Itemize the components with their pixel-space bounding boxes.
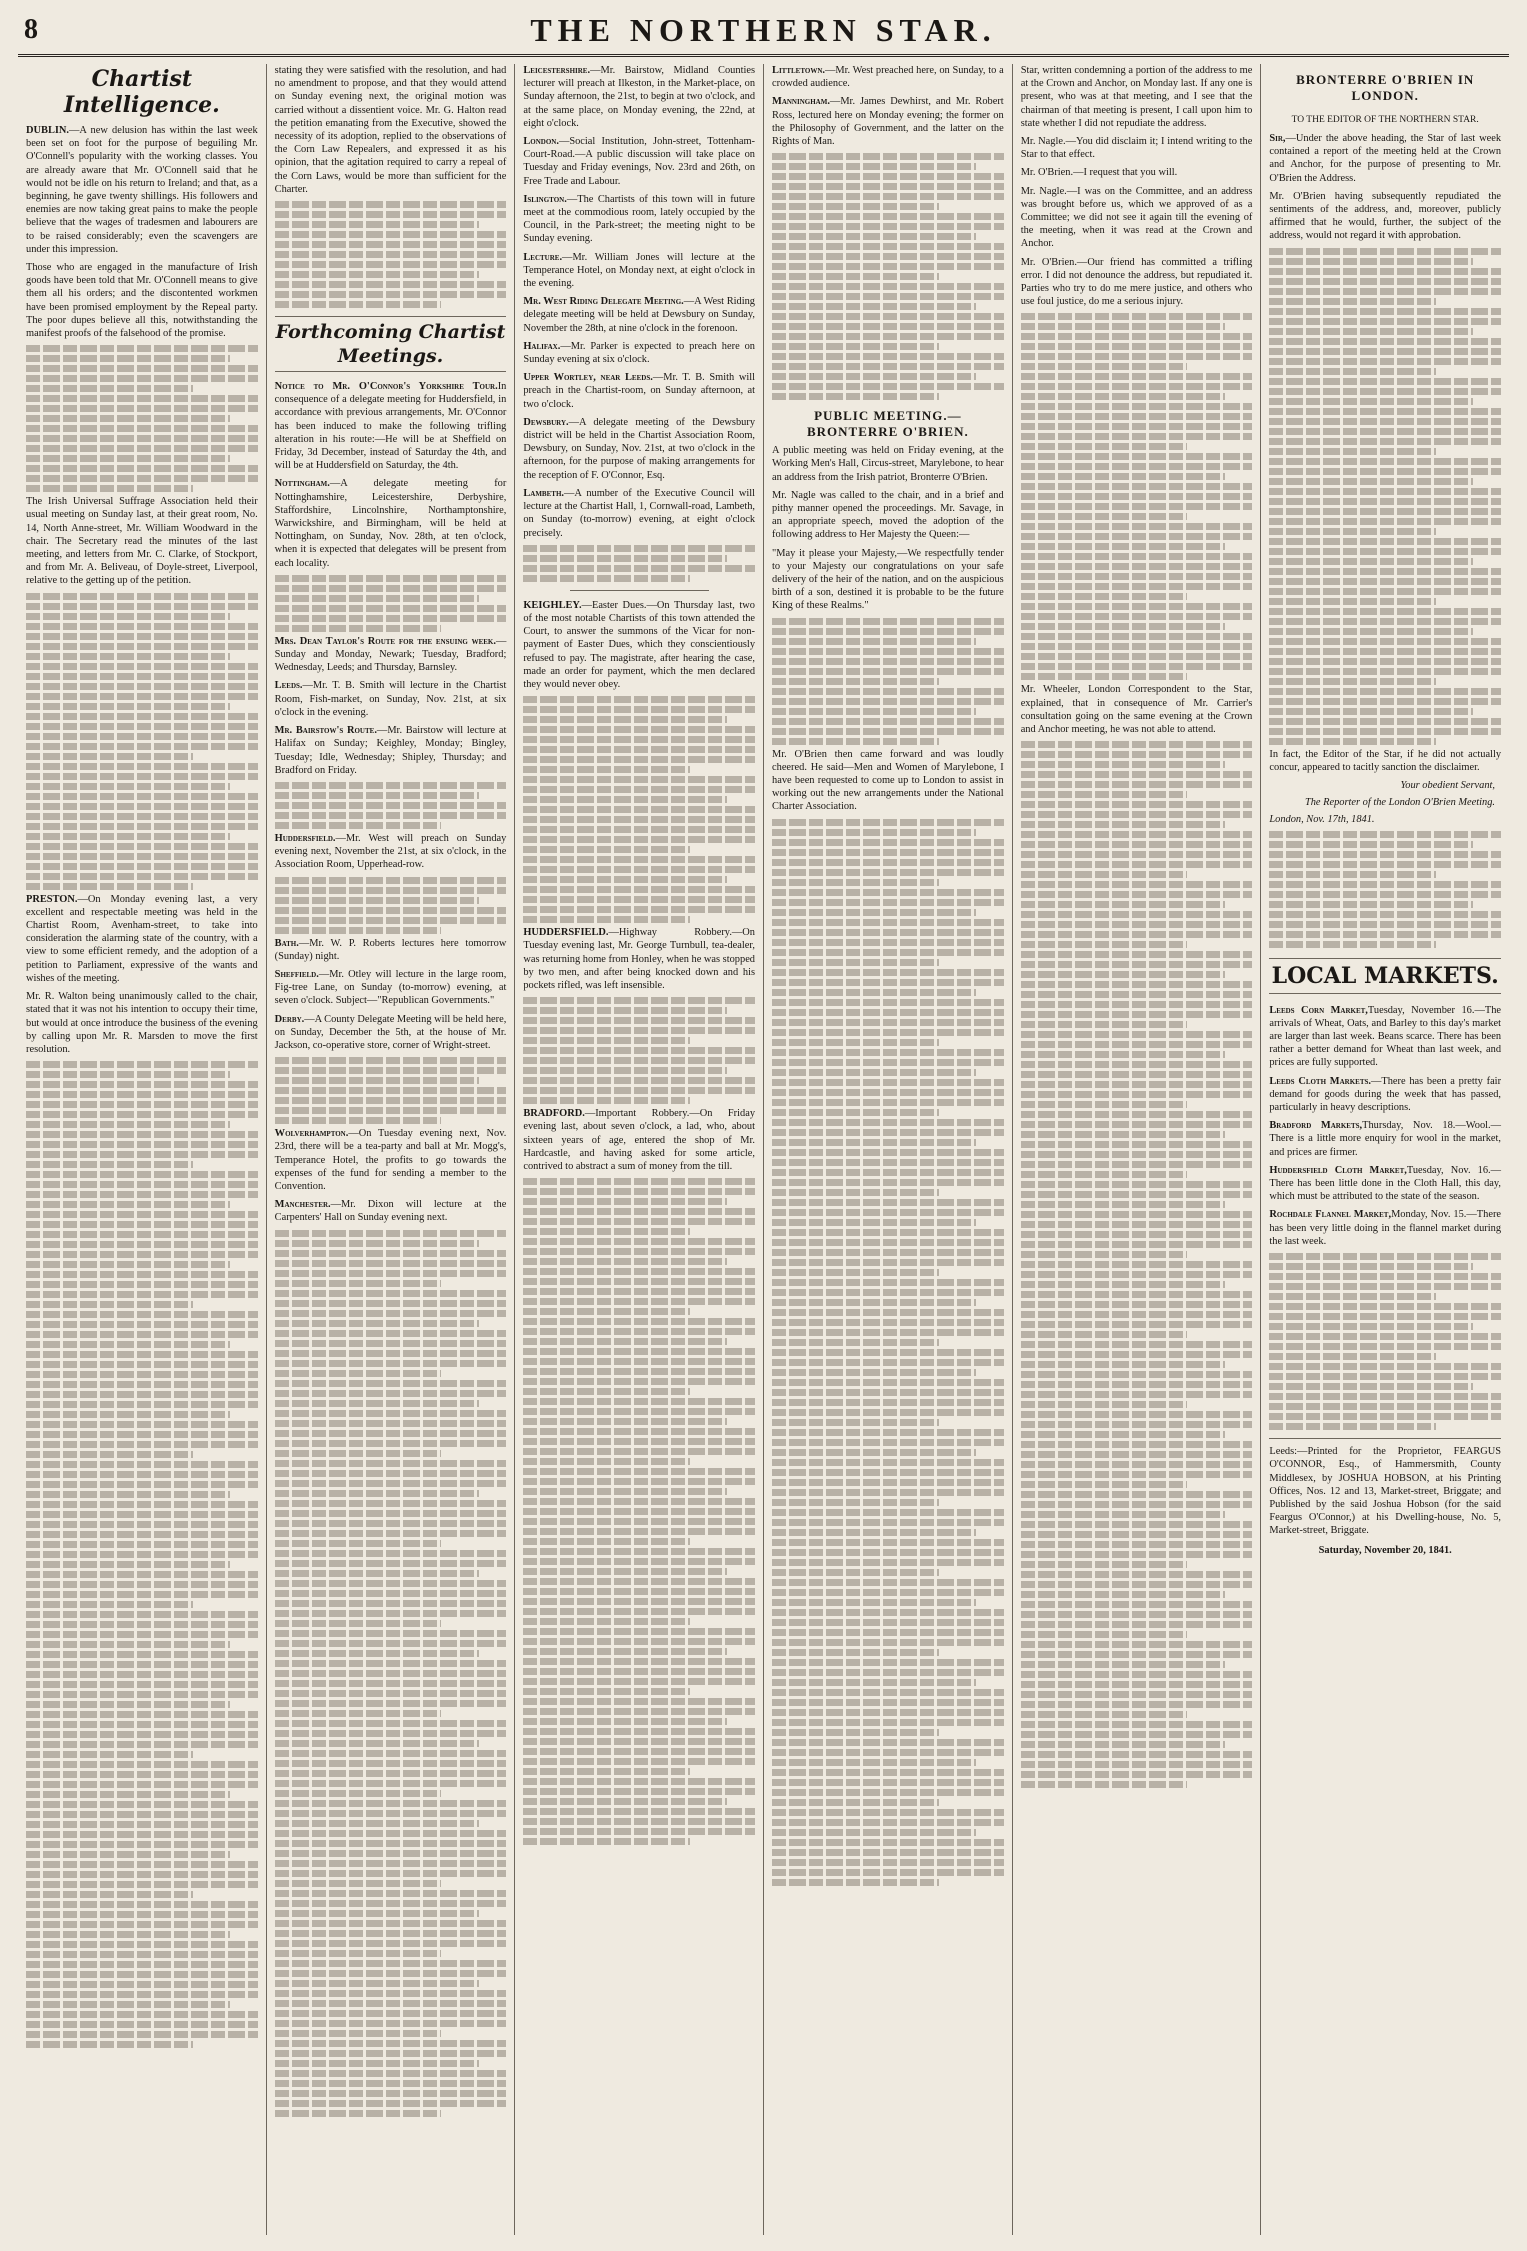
illegible-text	[26, 593, 258, 890]
market-report: Huddersfield Cloth Market,Tuesday, Nov. 16.—There has been little done in the Cloth Hall, this day, which must be attributed to the state of the season.	[1269, 1164, 1502, 1203]
illegible-text	[275, 1057, 507, 1124]
meeting-notice: Leicestershire.—Mr. Bairstow, Midland Counties lecturer will preach at Ilkeston, in the Market-place, on Sunday afternoon, the 21st, to begin at two o'clock, and at the same place, on Monday evening, the 22nd, at eight o'clock.	[523, 65, 756, 129]
meeting-notice: Mr. Bairstow's Route.—Mr. Bairstow will lecture at Halifax on Sunday; Keighley, Monday; Bingley, Tuesday; Idle, Wednesday; Shipley, Thursday; and Bradford on Friday.	[274, 725, 507, 776]
meeting-notice: Lecture.—Mr. William Jones will lecture at the Temperance Hotel, on Monday next, at eight o'clock in the evening.	[523, 251, 756, 290]
article-block: A public meeting was held on Friday evening, at the Working Men's Hall, Circus-street, Marylebone, to hear an address from the Irish patriot, Bronterre O'Brien.	[772, 445, 1004, 483]
issue-date: Saturday, November 20, 1841.	[1318, 1544, 1452, 1556]
illegible-text	[1269, 1253, 1501, 1430]
letter-date: London, Nov. 17th, 1841.	[1269, 814, 1375, 826]
article-block: stating they were satisfied with the resolution, and had no amendment to propose, and that they would attend on Sunday evening next, the original motion was carried without a dissentient voice. Mr. G. Halton read the petition emanating from the Executive, showed the necessity of its adoption, replied to the observations of the Corn Law Repealers, and expressed it as his opinion, that the agitation required to carry a repeal of the Corn Laws, would be more than sufficient for the Charter.	[274, 65, 507, 195]
column-2	[267, 64, 516, 2235]
market-report: Rochdale Flannel Market,Monday, Nov. 15.—There has been very little doing in the flannel market during the last week.	[1269, 1209, 1502, 1247]
meeting-notice: Leeds.—Mr. T. B. Smith will lecture in the Chartist Room, Fish-market, on Sunday, Nov. 21st, at six o'clock in the evening.	[274, 680, 507, 718]
illegible-text	[26, 1061, 258, 2048]
meeting-notice: Wolverhampton.—On Tuesday evening next, Nov. 23rd, there will be a tea-party and ball at Mr. Mogg's, Temperance Hotel, the profits to go towards the expenses of the fund for sending a member to the Convention.	[274, 1128, 507, 1192]
article-block: The Irish Universal Suffrage Association held their usual meeting on Sunday last, at their great room, No. 14, North Anne-street, Mr. William Woodward in the chair. The Secretary read the minutes of the last meeting, and letters from Mr. C. Clarke, of Stockport, and from Mr. A. Beliveau, of Doyle-street, Liverpool, relative to the getting up of the petition.	[26, 496, 258, 587]
section-divider	[570, 590, 709, 591]
column-1	[18, 64, 267, 2235]
column-5	[1013, 64, 1262, 2235]
meeting-notice: Huddersfield.—Mr. West will preach on Sunday evening next, November the 21st, at six o'clock, in the Association Room, Upperhead-row.	[274, 832, 507, 871]
meeting-notice: Dewsbury.—A delegate meeting of the Dewsbury district will be held in the Chartist Association Room, Dewsbury, on Sunday, Nov. 21st, at two o'clock in the afternoon, for the purpose of making arrangements for the reception of F. O'Connor, Esq.	[523, 416, 756, 481]
illegible-text	[523, 545, 755, 582]
article-block: Mr. Nagle.—You did disclaim it; I intend writing to the Star to that effect.	[1020, 136, 1253, 161]
section-title-forthcoming-meetings: Forthcoming Chartist Meetings.	[275, 316, 507, 372]
section-title-chartist-intelligence: Chartist Intelligence.	[63, 66, 220, 118]
meeting-notice: Nottingham.—A delegate meeting for Nottinghamshire, Leicestershire, Derbyshire, Staffordshire, Lincolnshire, Northamptonshire, Warwickshire, and Birmingham, will be held at Nottingham, on Sunday, Nov. 28th, at ten o'clock, when it is expected that delegates will be present from each locality.	[274, 478, 507, 569]
letter-closing: Your obedient Servant,	[1400, 780, 1496, 792]
columns	[18, 64, 1509, 2235]
illegible-text	[772, 153, 1004, 400]
letter-block: In fact, the Editor of the Star, if he did not actually concur, appeared to tacitly sanction the disclaimer.	[1269, 748, 1502, 773]
illegible-text	[275, 877, 507, 934]
report-keighley: KEIGHLEY.—Easter Dues.—On Thursday last, two of the most notable Chartists of this town attended the Court, to answer the summons of the Vicar for non-payment of Easter Dues, which they conscientiously refused to pay. The magistrate, after hearing the case, made an order for payment, which the men declared they would never obey.	[523, 599, 756, 690]
letter-addressee: TO THE EDITOR OF THE NORTHERN STAR.	[1291, 115, 1479, 125]
market-report: Leeds Corn Market,Tuesday, November 16.—The arrivals of Wheat, Oats, and Barley to this day's market are larger than last week. Beans scarce. There has been rather a better demand for Wheat than last week, and prices are fully supported.	[1269, 1004, 1502, 1069]
meeting-notice: Sheffield.—Mr. Otley will lecture in the large room, Fig-tree Lane, on Sunday (to-morrow) evening, at seven o'clock. Subject—"Republican Governments."	[274, 968, 507, 1007]
meeting-notice: Lambeth.—A number of the Executive Council will lecture at the Chartist Hall, 1, Cornwall-road, Lambeth, on Sunday (to-morrow) evening, at eight o'clock precisely.	[523, 487, 756, 539]
article-block: Mr. O'Brien then came forward and was loudly cheered. He said—Men and Women of Marylebone, I have been requested to come up to London to assist in working out the new arrangements under the National Charter Association.	[772, 748, 1004, 813]
letter-block: Mr. O'Brien having subsequently repudiated the sentiments of the address, and, moreover, publicly affirmed that he would, further, the subject of the address, would not regard it with approbation.	[1269, 190, 1502, 242]
article-block: Mr. Nagle.—I was on the Committee, and an address was brought before us, which we approved of as a Committee; we did not see it again till the evening of the meeting, when it was read at the Crown and Anchor.	[1020, 185, 1253, 250]
meeting-notice: Derby.—A County Delegate Meeting will be held here, on Sunday, December the 5th, at the house of Mr. Jackson, co-operative store, corner of Wright-street.	[274, 1013, 507, 1051]
masthead	[18, 10, 1509, 57]
meeting-notice: Islington.—The Chartists of this town will in future meet at the commodious room, lately occupied by the Council, in the Park-street; the meeting night to be Sunday evening.	[523, 193, 756, 245]
meeting-notice: Halifax.—Mr. Parker is expected to preach here on Sunday evening at six o'clock.	[523, 340, 756, 366]
article-block: Star, written condemning a portion of the address to me at the Crown and Anchor, on Monday last. If any one is present, who was at that meeting, and I see that the chairman of that meeting is present, I call upon him to state whether I did not repudiate the address.	[1020, 65, 1253, 129]
article-block: Mr. R. Walton being unanimously called to the chair, stated that it was not his intention to occupy their time, but would at once introduce the business of the evening by calling upon Mr. R. Marsden to move the first resolution.	[26, 991, 258, 1055]
newspaper-page	[18, 10, 1509, 2235]
illegible-text	[275, 1230, 507, 2117]
meeting-notice: Manchester.—Mr. Dixon will lecture at the Carpenters' Hall on Sunday evening next.	[274, 1199, 507, 1224]
article-block: PRESTON.—On Monday evening last, a very excellent and respectable meeting was held in the Chartist Room, Avenham-street, to take into consideration the alarming state of the country, with a view to some efficient remedy, and the adoption of a petition to Parliament, expressive of the wants and wishes of the meeting.	[26, 893, 258, 984]
illegible-text	[275, 575, 507, 632]
meeting-notice: Manningham.—Mr. James Dewhirst, and Mr. Robert Ross, lectured here on Monday evening; the former on the Philosophy of Government, and the latter on the Rights of Man.	[772, 96, 1004, 148]
meeting-notice: Mr. West Riding Delegate Meeting.—A West Riding delegate meeting will be held at Dewsbury on Sunday, November the 28th, at nine o'clock in the forenoon.	[523, 296, 756, 334]
article-block: Mr. O'Brien.—I request that you will.	[1020, 167, 1178, 179]
illegible-text	[523, 696, 755, 923]
address-to-queen: "May it please your Majesty,—We respectfully tender to your Majesty our congratulations on your safe delivery of the heir of the nation, and on the auspicious birth of a son, destined it is probable to be the future King of these Realms."	[772, 547, 1004, 612]
letter-block: Sir,—Under the above heading, the Star of last week contained a report of the meeting held at the Crown and Anchor, for the purpose of presenting to Mr. O'Brien the Address.	[1269, 133, 1502, 184]
section-title-local-markets: LOCAL MARKETS.	[1269, 958, 1501, 994]
illegible-text	[523, 1178, 755, 1845]
illegible-text	[1021, 313, 1253, 680]
column-6	[1261, 64, 1509, 2235]
meeting-notice: Littletown.—Mr. West preached here, on Sunday, to a crowded audience.	[772, 65, 1004, 90]
illegible-text	[1269, 248, 1501, 745]
heading-bronterre-letter: BRONTERRE O'BRIEN IN LONDON.	[1296, 72, 1475, 103]
letter-signer: The Reporter of the London O'Brien Meeting.	[1304, 797, 1496, 809]
article-block: DUBLIN.—A new delusion has within the last week been set on foot for the purpose of beguiling Mr. O'Connell's popularity with the working classes. You are already aware that Mr. O'Connell said that he would not be idle on his return to Ireland; and that, as a beginning, he gave twenty shillings. His followers and enemies are now taking great pains to make the people believe that the wages of tradesmen and labourers are to be raised considerably; even the scavengers are under this impression.	[26, 125, 258, 255]
report-huddersfield: HUDDERSFIELD.—Highway Robbery.—On Tuesday evening last, Mr. George Turnbull, tea-dealer, was returning home from Honley, when he was stopped by two men, and after being knocked down and his pockets rifled, was left insensible.	[523, 927, 756, 991]
market-report: Bradford Markets,Thursday, Nov. 18.—Wool.—There is a little more enquiry for wool in the market, and prices are firmer.	[1269, 1120, 1502, 1158]
illegible-text	[523, 997, 755, 1104]
meeting-notice: Mrs. Dean Taylor's Route for the ensuing week.—Sunday and Monday, Newark; Tuesday, Bradford; Wednesday, Leeds; and Thursday, Barnsley.	[274, 635, 507, 674]
heading-public-meeting: PUBLIC MEETING.—BRONTERRE O'BRIEN.	[806, 408, 969, 440]
article-block: Mr. O'Brien.—Our friend has committed a trifling error. I did not denounce the address, but repudiated it. Parties who try to do me mere justice, and others who use foul justice, do me a serious injury.	[1020, 256, 1253, 308]
article-block: Mr. Wheeler, London Correspondent to the Star, explained, that in consequence of Mr. Carrier's consultation going on the same evening at the Crown and Anchor meeting, he was not able to attend.	[1020, 684, 1253, 736]
illegible-text	[26, 345, 258, 492]
illegible-text	[275, 201, 507, 308]
article-block: Those who are engaged in the manufacture of Irish goods have been told that Mr. O'Connell means to give them all his orders; and the discontented workmen have been promised employment by the Repeal party. The poor dupes believe all this, notwithstanding the manifest proofs of the falsehood of the promise.	[26, 262, 258, 340]
meeting-notice: London.—Social Institution, John-street, Tottenham-Court-Road.—A public discussion will take place on Tuesday and Friday evenings, Nov. 23rd and 26th, on Free Trade and Labour.	[523, 136, 756, 187]
illegible-text	[772, 618, 1004, 745]
column-4	[764, 64, 1013, 2235]
article-block: Mr. Nagle was called to the chair, and in a brief and pithy manner opened the proceedings. Mr. Savage, in an appropriate speech, moved the adoption of the following address to Her Majesty the Queen:—	[772, 489, 1004, 541]
printer-imprint: Leeds:—Printed for the Proprietor, FEARGUS O'CONNOR, Esq., of Hammersmith, County Middlesex, by JOSHUA HOBSON, at his Printing Offices, Nos. 12 and 13, Market-street, Briggate; and Published by the said Joshua Hobson (for the said Feargus O'Connor,) at his Dwelling-house, No. 5, Market-street, Briggate. Saturday, November 20, 1841.	[1269, 1438, 1501, 1557]
newspaper-title: THE NORTHERN STAR.	[530, 12, 997, 48]
column-3	[515, 64, 764, 2235]
page-number: 8	[24, 14, 38, 45]
meeting-notice: Bath.—Mr. W. P. Roberts lectures here tomorrow (Sunday) night.	[274, 937, 507, 962]
illegible-text	[275, 782, 507, 829]
illegible-text	[1021, 741, 1253, 1788]
market-report: Leeds Cloth Markets.—There has been a pretty fair demand for goods during the week that has passed, particularly in heavy descriptions.	[1269, 1075, 1502, 1114]
meeting-notice: Upper Wortley, near Leeds.—Mr. T. B. Smith will preach in the Chartist-room, on Sunday afternoon, at two o'clock.	[523, 372, 756, 410]
meeting-notice: Notice to Mr. O'Connor's Yorkshire Tour.In consequence of a delegate meeting for Huddersfield, in accordance with previous arrangements, Mr. O'Connor has been induced to make the following trifling alteration in his route:—He will be at Sheffield on Friday, 3d December, instead of Saturday the 4th, and will be at Huddersfield on Saturday, the 4th.	[274, 381, 507, 472]
illegible-text	[772, 819, 1004, 1886]
report-bradford: BRADFORD.—Important Robbery.—On Friday evening last, about seven o'clock, a lad, who, about sixteen years of age, entered the shop of Mr. Hardcastle, and having asked for some article, contrived to abstract a sum of money from the till.	[523, 1108, 756, 1172]
illegible-text	[1269, 831, 1501, 948]
